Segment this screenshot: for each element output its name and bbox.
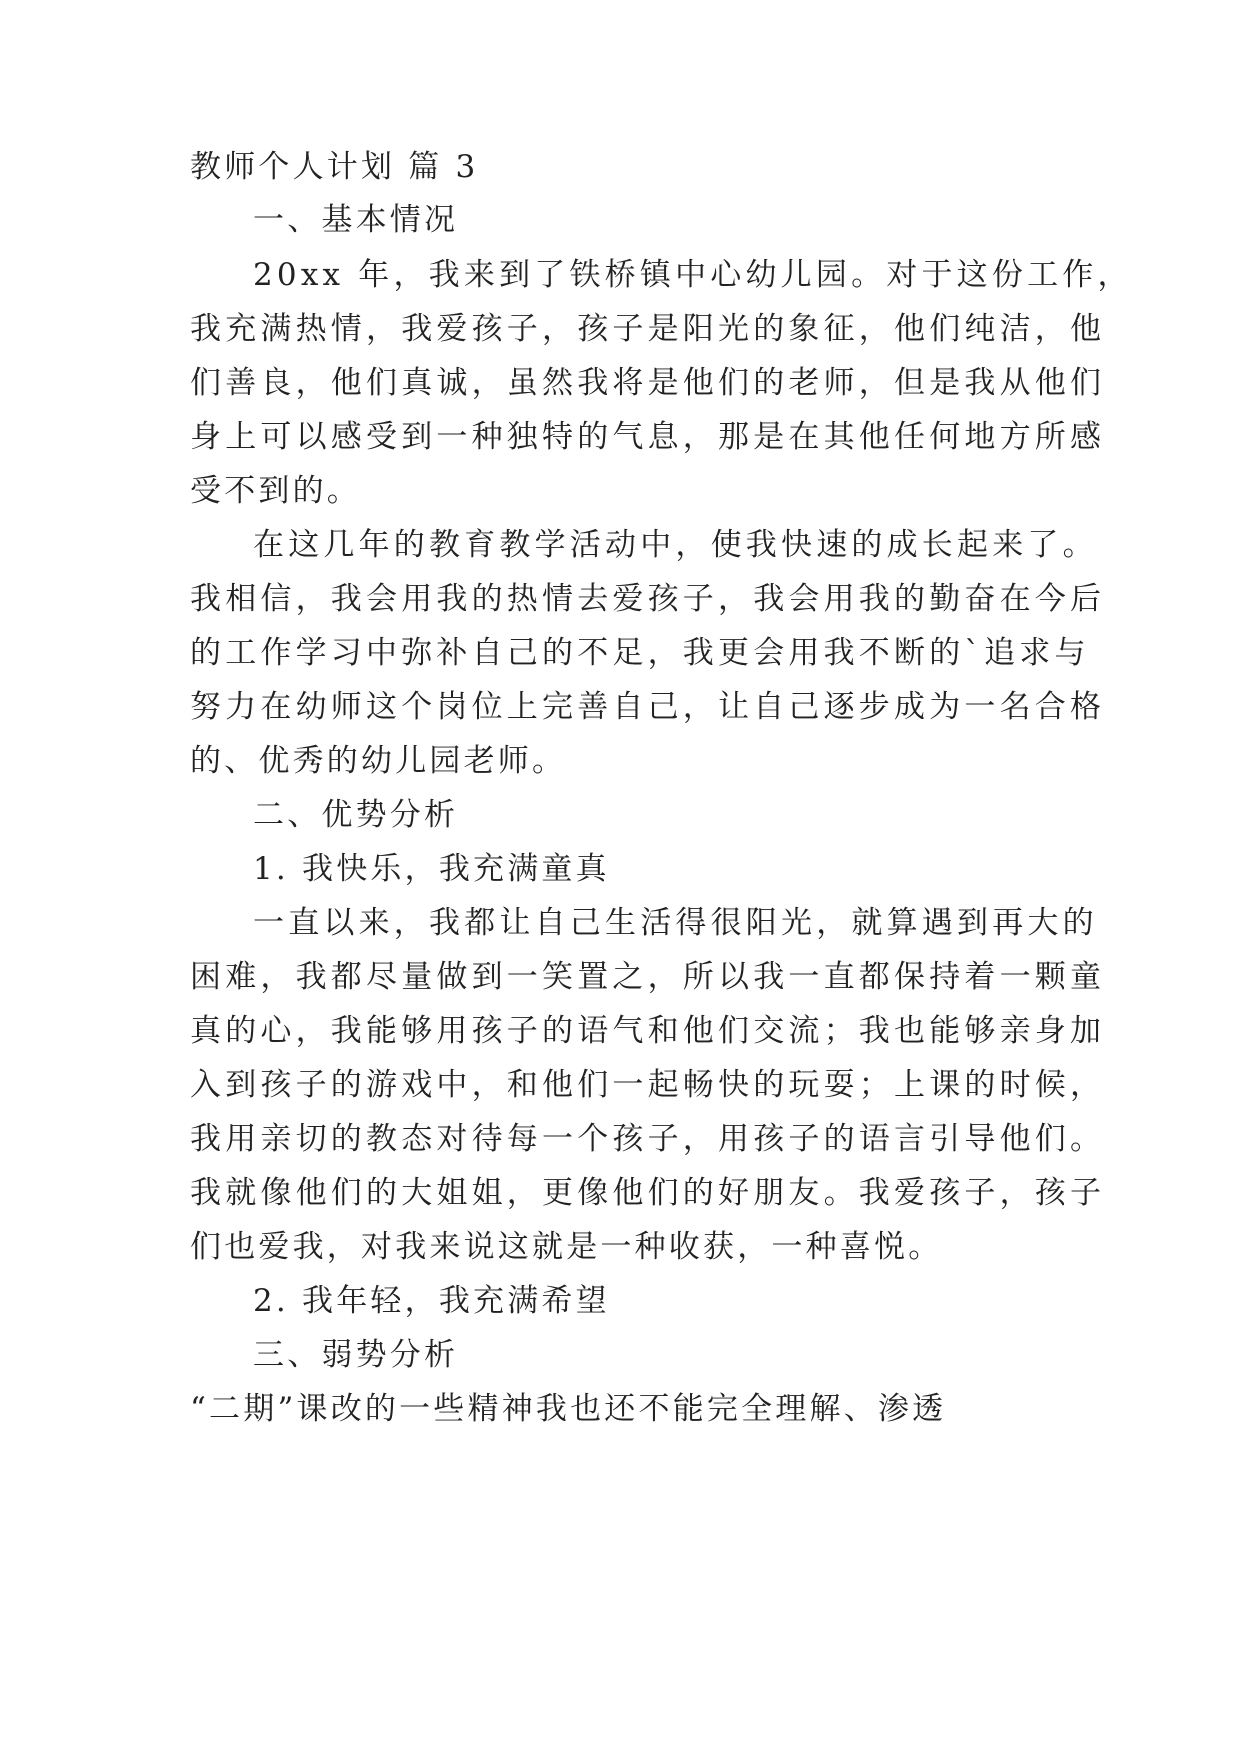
paragraph-line: 身上可以感受到一种独特的气息，那是在其他任何地方所感 <box>190 419 1106 455</box>
paragraph-line: 20xx 年，我来到了铁桥镇中心幼儿园。对于这份工作， <box>253 257 1133 293</box>
paragraph-line: 我相信，我会用我的热情去爱孩子，我会用我的勤奋在今后 <box>190 581 1106 617</box>
section-heading: 一、基本情况 <box>253 202 459 238</box>
paragraph-line: 我就像他们的大姐姐，更像他们的好朋友。我爱孩子，孩子 <box>190 1175 1106 1211</box>
paragraph-line: 我用亲切的教态对待每一个孩子，用孩子的语言引导他们。 <box>190 1121 1106 1157</box>
subsection-heading: 1. 我快乐，我充满童真 <box>253 851 610 887</box>
subsection-heading: 2. 我年轻，我充满希望 <box>253 1283 610 1319</box>
paragraph-line: “二期”课改的一些精神我也还不能完全理解、渗透 <box>190 1391 947 1427</box>
paragraph-line: 困难，我都尽量做到一笑置之，所以我一直都保持着一颗童 <box>190 959 1106 995</box>
paragraph-line: 入到孩子的游戏中，和他们一起畅快的玩耍；上课的时候， <box>190 1067 1106 1103</box>
paragraph-line: 真的心，我能够用孩子的语气和他们交流；我也能够亲身加 <box>190 1013 1106 1049</box>
paragraph-line: 在这几年的教育教学活动中，使我快速的成长起来了。 <box>253 527 1098 563</box>
paragraph-line: 受不到的。 <box>190 473 361 509</box>
paragraph-line: 的、优秀的幼儿园老师。 <box>190 743 567 779</box>
paragraph-line: 们善良，他们真诚，虽然我将是他们的老师，但是我从他们 <box>190 365 1106 401</box>
section-heading: 三、弱势分析 <box>253 1337 459 1373</box>
paragraph-line: 努力在幼师这个岗位上完善自己，让自己逐步成为一名合格 <box>190 689 1106 725</box>
paragraph-line: 我充满热情，我爱孩子，孩子是阳光的象征，他们纯洁，他 <box>190 311 1106 347</box>
paragraph-line: 们也爱我，对我来说这就是一种收获，一种喜悦。 <box>190 1229 943 1265</box>
paragraph-line: 的工作学习中弥补自己的不足，我更会用我不断的`追求与 <box>190 635 1090 671</box>
section-heading: 二、优势分析 <box>253 797 459 833</box>
paragraph-line: 一直以来，我都让自己生活得很阳光，就算遇到再大的 <box>253 905 1098 941</box>
document-title: 教师个人计划 篇 3 <box>190 149 479 185</box>
